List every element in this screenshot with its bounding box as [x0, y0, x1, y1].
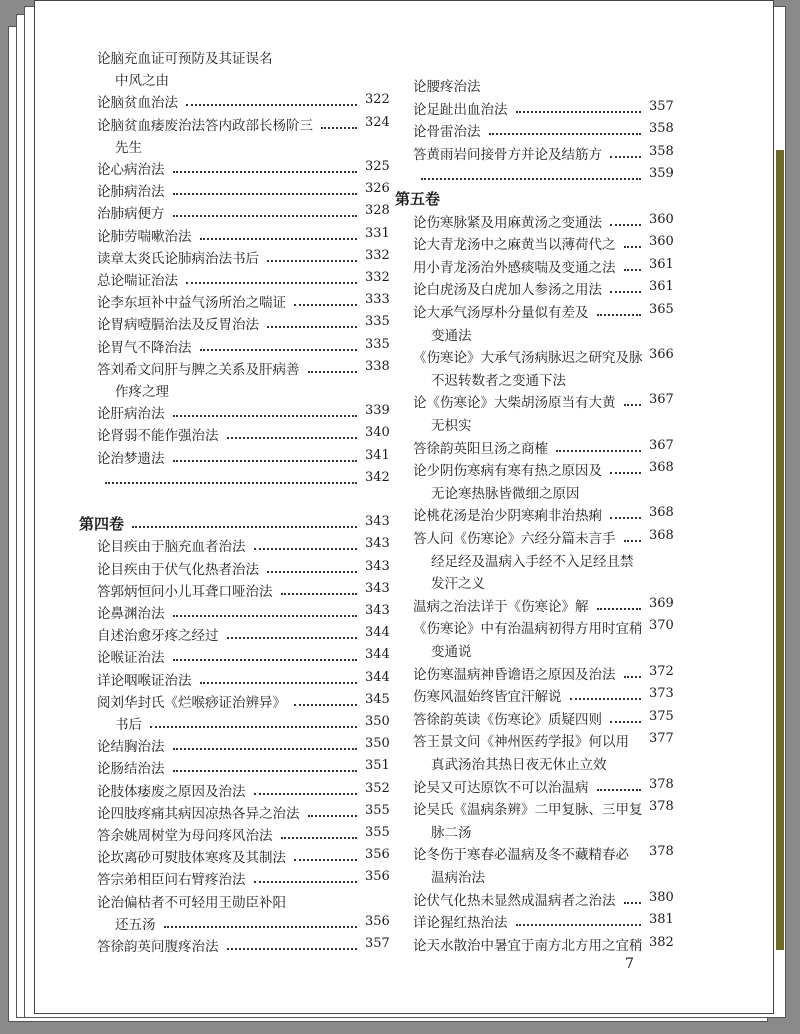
- toc-entry-title: 答黄雨岩问接骨方并论及结筋方: [413, 146, 602, 163]
- dot-leader: [308, 805, 358, 817]
- toc-entry-page: 359: [649, 166, 674, 182]
- dot-leader: [186, 94, 357, 106]
- volume-heading: 第五卷: [395, 190, 441, 208]
- dot-leader: [281, 827, 358, 839]
- toc-entry-page: 357: [365, 936, 390, 951]
- dot-leader: [597, 598, 642, 610]
- toc-entry-page: 350: [365, 714, 390, 729]
- toc-entry-title: 论肺劳喘嗽治法: [97, 228, 192, 245]
- dot-leader: [254, 538, 358, 550]
- toc-entry-page: 381: [649, 912, 674, 928]
- dot-leader: [200, 228, 358, 240]
- toc-entry-title: 论伏气化热未显然成温病者之治法: [413, 892, 616, 909]
- toc-entry-title: 论大承气汤厚朴分量似有差及: [413, 305, 589, 321]
- toc-entry-title: 自述治愈牙疼之经过: [97, 628, 219, 645]
- dot-leader: [173, 450, 358, 462]
- toc-entry-page: 328: [365, 203, 390, 219]
- toc-entry-title: 论《伤寒论》大柴胡汤原当有大黄: [413, 395, 616, 412]
- toc-entry-page: 355: [365, 802, 390, 818]
- dot-leader: [624, 394, 642, 406]
- toc-entry-title: 论目疾由于伏气化热者治法: [97, 561, 259, 578]
- toc-entry: [395, 640, 695, 662]
- toc-entry: [79, 447, 395, 469]
- toc-entry-title: 《伤寒论》中有治温病初得方用时宜稍: [413, 621, 643, 638]
- dot-leader: [624, 259, 642, 271]
- toc-entry: [79, 713, 395, 735]
- toc-entry-page: 360: [649, 211, 674, 227]
- toc-entry-page: 343: [365, 536, 390, 552]
- toc-entry: [395, 414, 695, 436]
- toc-entry-page: 331: [365, 225, 390, 241]
- toc-entry-page: 357: [649, 98, 674, 114]
- toc-entry-page: 341: [365, 447, 390, 463]
- toc-entry-title: 答刘希文问肝与脾之关系及肝病善: [97, 361, 300, 378]
- toc-entry-title: 答王景文问《神州医药学报》何以用: [413, 734, 629, 751]
- olive-edge: [776, 150, 784, 950]
- toc-entry-title: 论肢体痿废之原因及治法: [97, 783, 246, 800]
- toc-entry: [395, 663, 695, 685]
- dot-leader: [186, 272, 357, 284]
- toc-entry: [395, 143, 695, 165]
- toc-entry-page: 367: [649, 437, 674, 453]
- toc-entry-title: 论骨雷治法: [413, 124, 481, 141]
- toc-entry-page: 326: [365, 181, 390, 197]
- toc-entry-page: 377: [649, 731, 674, 747]
- dot-leader: [200, 339, 358, 351]
- toc-entry: [395, 278, 695, 300]
- toc-entry-title: 论肝病治法: [97, 406, 165, 423]
- dot-leader: [132, 516, 357, 528]
- dot-leader: [516, 914, 642, 926]
- toc-entry-title: 答人问《伤寒论》六经分篇未言手: [413, 531, 616, 547]
- book-page: [34, 0, 774, 1014]
- toc-entry: [395, 504, 695, 526]
- toc-entry: [79, 114, 395, 136]
- toc-entry-title: 温病之治法详于《伤寒论》解: [413, 598, 589, 615]
- toc-entry-title: 论足趾出血治法: [413, 101, 508, 118]
- toc-entry-title: 答徐韵英问腹疼治法: [97, 939, 219, 955]
- dot-leader: [267, 316, 357, 328]
- toc-entry-title: 论桃花汤是治少阴寒痢非治热痢: [413, 508, 602, 525]
- dot-leader: [294, 294, 357, 306]
- toc-entry-title: 作疼之理: [115, 384, 169, 400]
- toc-entry: [79, 491, 395, 513]
- toc-entry: [395, 211, 695, 233]
- toc-entry-title: 论吴氏《温病条辨》二甲复脉、三甲复: [413, 802, 643, 819]
- toc-entry-page: 324: [365, 114, 390, 130]
- toc-entry-page: 361: [649, 279, 674, 295]
- toc-entry-title: 真武汤治其热日夜无休止立效: [431, 757, 607, 773]
- toc-entry-title: 变通法: [431, 327, 472, 344]
- toc-entry-page: 335: [365, 314, 390, 330]
- dot-leader: [610, 462, 641, 474]
- dot-leader: [624, 892, 642, 904]
- dot-leader: [597, 304, 642, 316]
- toc-entry-page: 369: [649, 595, 674, 611]
- dot-leader: [267, 561, 357, 573]
- toc-entry: [79, 602, 395, 624]
- toc-entry: [79, 247, 395, 269]
- toc-entry: [395, 753, 695, 775]
- toc-entry-page: 343: [365, 558, 390, 574]
- toc-entry-title: 答宗弟相臣问右臂疼治法: [97, 872, 246, 889]
- toc-entry: [79, 69, 395, 91]
- toc-entry: [395, 617, 695, 639]
- toc-entry-page: 380: [649, 889, 674, 905]
- toc-entry-title: 中风之由: [115, 73, 169, 90]
- toc-entry-page: 356: [365, 869, 390, 885]
- toc-entry-title: 论结胸治法: [97, 739, 165, 756]
- toc-entry: [79, 424, 395, 446]
- toc-entry-title: 答郭炳恒问小儿耳聋口哑治法: [97, 583, 273, 600]
- dot-leader: [597, 779, 642, 791]
- toc-entry-title: 论白虎汤及白虎加人参汤之用法: [413, 282, 602, 299]
- toc-entry-title: 论胃气不降治法: [97, 339, 192, 356]
- toc-entry: [395, 730, 695, 752]
- toc-entry-title: 伤寒风温始终皆宜汗解说: [413, 689, 562, 706]
- toc-entry-page: 372: [649, 663, 674, 679]
- toc-entry: [395, 301, 695, 323]
- dot-leader: [173, 760, 358, 772]
- toc-entry-page: 378: [649, 844, 674, 860]
- toc-entry: [79, 669, 395, 691]
- toc-entry: [79, 868, 395, 890]
- dot-leader: [321, 117, 357, 129]
- toc-entry-title: 读章太炎氏论肺病治法书后: [97, 250, 259, 267]
- toc-entry-title: 论四肢疼痛其病因凉热各异之治法: [97, 805, 300, 822]
- toc-entry-page: 378: [649, 799, 674, 815]
- dot-leader: [624, 530, 642, 542]
- toc-entry-title: 论脑贫血痿废治法答内政部长杨阶三: [97, 117, 313, 134]
- toc-entry-title: 《伤寒论》大承气汤病脉迟之研究及脉: [413, 350, 643, 367]
- toc-entry: [395, 346, 695, 368]
- toc-entry: [79, 291, 395, 313]
- dot-leader: [610, 281, 641, 293]
- dot-leader: [227, 627, 358, 639]
- toc-entry-title: 论冬伤于寒春必温病及冬不藏精春必: [413, 847, 629, 864]
- toc-entry-page: 343: [365, 603, 390, 618]
- toc-entry: [79, 269, 395, 291]
- toc-entry-title: 变通说: [431, 644, 472, 660]
- toc-entry-title: 答徐韵英阳旦汤之商榷: [413, 440, 548, 457]
- toc-entry-title: 论脑充血证可预防及其证误名: [97, 51, 273, 67]
- toc-entry-title: 总论喘证治法: [97, 273, 178, 289]
- toc-entry-title: 论李东垣补中益气汤所治之喘证: [97, 295, 286, 312]
- toc-entry-page: 343: [365, 580, 390, 596]
- toc-entry-page: 344: [365, 669, 390, 685]
- toc-entry-page: 355: [365, 825, 390, 840]
- toc-entry-page: 333: [365, 292, 390, 308]
- toc-entry: [79, 802, 395, 824]
- toc-entry-page: 340: [365, 425, 390, 441]
- toc-entry-title: 论治偏枯者不可轻用王勋臣补阳: [97, 894, 286, 911]
- toc-entry-title: 阅刘华封氏《烂喉痧证治辨异》: [97, 694, 286, 711]
- toc-entry: [395, 934, 695, 956]
- toc-entry-title: 治肺病便方: [97, 206, 165, 223]
- toc-entry-page: 344: [365, 647, 390, 663]
- toc-entry-title: 发汗之义: [431, 576, 485, 593]
- toc-entry: [79, 935, 395, 957]
- toc-entry: [79, 380, 395, 402]
- toc-entry: [395, 798, 695, 820]
- toc-entry: [79, 402, 395, 424]
- page-number: 7: [625, 956, 634, 972]
- toc-entry-page: 344: [365, 625, 390, 641]
- toc-entry-page: 356: [365, 913, 390, 929]
- toc-entry: [395, 843, 695, 865]
- toc-entry-page: 368: [649, 505, 674, 521]
- dot-leader: [624, 666, 642, 678]
- toc-entry: [79, 580, 395, 602]
- toc-entry-page: 368: [649, 528, 674, 543]
- dot-leader: [173, 205, 358, 217]
- toc-entry: [79, 469, 395, 491]
- toc-entry-title: 论胃病噎膈治法及反胃治法: [97, 317, 259, 334]
- toc-entry-page: 335: [365, 336, 390, 352]
- toc-entry-page: 332: [365, 247, 390, 263]
- dot-leader: [570, 688, 642, 700]
- toc-entry: [395, 889, 695, 911]
- toc-entry-title: 用小青龙汤治外感痰喘及变通之法: [413, 259, 616, 276]
- dot-leader: [227, 938, 358, 950]
- dot-leader: [254, 783, 358, 795]
- dot-leader: [294, 849, 357, 861]
- toc-entry: [395, 821, 695, 843]
- toc-entry: [395, 256, 695, 278]
- toc-entry: [79, 846, 395, 868]
- toc-entry-page: 360: [649, 234, 674, 250]
- toc-entry-title: 论肠结治法: [97, 761, 165, 778]
- toc-entry-title: 论伤寒脉紧及用麻黄汤之变通法: [413, 214, 602, 231]
- toc-entry-title: 答徐韵英读《伤寒论》质疑四则: [413, 711, 602, 728]
- toc-entry: [79, 202, 395, 224]
- toc-entry-page: 358: [649, 121, 674, 137]
- toc-entry: [395, 911, 695, 933]
- toc-entry: [395, 369, 695, 391]
- dot-leader: [173, 649, 358, 661]
- dot-leader: [227, 427, 358, 439]
- toc-entry-title: 论少阴伤寒病有寒有热之原因及: [413, 463, 602, 480]
- toc-entry: [395, 165, 695, 187]
- toc-entry-page: 358: [649, 143, 674, 159]
- dot-leader: [254, 871, 358, 883]
- dot-leader: [173, 183, 358, 195]
- volume-heading: 第四卷: [79, 515, 125, 534]
- toc-entry: [79, 47, 395, 69]
- toc-entry: [79, 558, 395, 580]
- toc-entry: [79, 735, 395, 757]
- toc-entry: [79, 913, 395, 935]
- toc-entry-title: 脉二汤: [431, 824, 472, 841]
- toc-entry: [395, 75, 695, 97]
- toc-entry-title: 无论寒热脉皆微细之原因: [431, 485, 580, 502]
- dot-leader: [421, 168, 641, 180]
- toc-entry-title: 论脑贫血治法: [97, 95, 178, 112]
- toc-entry-title: 先生: [115, 139, 142, 156]
- toc-entry-title: 详论猩红热治法: [413, 915, 508, 932]
- toc-entry: [79, 624, 395, 646]
- dot-leader: [200, 672, 358, 684]
- toc-entry: [79, 757, 395, 779]
- toc-entry-title: 论心病治法: [97, 162, 165, 178]
- dot-leader: [516, 101, 642, 113]
- toc-entry-title: 详论咽喉证治法: [97, 672, 192, 689]
- dot-leader: [294, 694, 357, 706]
- toc-entry-title: 论腰疼治法: [413, 79, 481, 95]
- toc-entry: [395, 708, 695, 730]
- toc-entry-title: 论鼻渊治法: [97, 606, 165, 622]
- toc-entry: [79, 313, 395, 335]
- toc-entry-title: 论治梦遗法: [97, 450, 165, 467]
- dot-leader: [610, 507, 641, 519]
- toc-entry-title: 论肾弱不能作强治法: [97, 428, 219, 445]
- toc-entry-page: 338: [365, 358, 390, 374]
- dot-leader: [308, 361, 358, 373]
- toc-entry: [395, 866, 695, 888]
- toc-entry-page: 352: [365, 780, 390, 796]
- toc-entry: [395, 324, 695, 346]
- toc-entry-title: 论肺病治法: [97, 184, 165, 201]
- dot-leader: [489, 123, 642, 135]
- toc-entry-page: 370: [649, 618, 674, 634]
- toc-entry: [79, 225, 395, 247]
- toc-entry: [395, 482, 695, 504]
- toc-entry: [395, 595, 695, 617]
- toc-entry-title: 论目疾由于脑充血者治法: [97, 539, 246, 556]
- toc-entry-title: 温病治法: [431, 870, 485, 886]
- dot-leader: [267, 250, 357, 262]
- toc-entry-page: 343: [365, 514, 390, 530]
- toc-entry-page: 382: [649, 934, 674, 950]
- toc-entry: [395, 572, 695, 594]
- toc-entry-title: 答余姚周树堂为母问疼风治法: [97, 828, 273, 844]
- toc-entry: [395, 685, 695, 707]
- toc-entry-page: 342: [365, 469, 390, 485]
- toc-entry: [395, 188, 695, 210]
- toc-entry: [395, 776, 695, 798]
- toc-entry-title: 论喉证治法: [97, 650, 165, 667]
- dot-leader: [610, 214, 641, 226]
- toc-entry-title: 论大青龙汤中之麻黄当以薄荷代之: [413, 237, 616, 254]
- toc-entry: [395, 391, 695, 413]
- toc-entry-title: 不迟转数者之变通下法: [431, 372, 566, 389]
- toc-entry-page: 351: [365, 758, 390, 774]
- dot-leader: [173, 161, 358, 173]
- toc-entry-page: 322: [365, 92, 390, 108]
- toc-entry: [395, 550, 695, 572]
- toc-entry: [79, 91, 395, 113]
- toc-entry-title: 还五汤: [115, 916, 156, 933]
- toc-entry-title: 经足经及温病入手经不入足经且禁: [431, 553, 634, 570]
- toc-entry-page: 373: [649, 686, 674, 702]
- toc-entry: [395, 527, 695, 549]
- toc-entry: [395, 98, 695, 120]
- toc-entry-title: 论吴又可达原饮不可以治温病: [413, 779, 589, 796]
- toc-entry-page: 378: [649, 776, 674, 792]
- toc-entry-page: 368: [649, 460, 674, 476]
- toc-entry: [395, 459, 695, 481]
- toc-entry-page: 356: [365, 847, 390, 863]
- toc-entry-page: 345: [365, 691, 390, 707]
- toc-entry-page: 332: [365, 270, 390, 285]
- dot-leader: [624, 236, 642, 248]
- toc-entry: [79, 824, 395, 846]
- dot-leader: [173, 605, 358, 617]
- toc-entry: [79, 358, 395, 380]
- toc-entry-page: 325: [365, 159, 390, 174]
- toc-entry: [79, 780, 395, 802]
- toc-entry: [395, 233, 695, 255]
- dot-leader: [281, 583, 358, 595]
- toc-entry-page: 375: [649, 708, 674, 724]
- toc-entry-page: 350: [365, 736, 390, 752]
- dot-leader: [173, 738, 358, 750]
- dot-leader: [610, 711, 641, 723]
- toc-entry-title: 论坎离砂可熨肢体寒疼及其制法: [97, 850, 286, 867]
- toc-entry: [79, 158, 395, 180]
- toc-entry-title: 无枳实: [431, 418, 472, 434]
- toc-entry: [79, 691, 395, 713]
- dot-leader: [150, 716, 357, 728]
- toc-entry-page: 339: [365, 403, 390, 419]
- dot-leader: [164, 916, 358, 928]
- toc-entry: [79, 336, 395, 358]
- dot-leader: [173, 405, 358, 417]
- toc-entry: [79, 513, 395, 535]
- dot-leader: [610, 146, 641, 158]
- toc-entry: [395, 437, 695, 459]
- dot-leader: [105, 472, 357, 484]
- toc-entry: [79, 646, 395, 668]
- toc-entry-title: 论天水散治中暑宜于南方北方用之宜稍: [413, 937, 643, 954]
- toc-entry-page: 365: [649, 302, 674, 317]
- toc-entry: [79, 891, 395, 913]
- toc-entry: [395, 120, 695, 142]
- toc-entry: [79, 180, 395, 202]
- dot-leader: [556, 440, 641, 452]
- toc-entry: [79, 136, 395, 158]
- toc-entry-page: 366: [649, 347, 674, 363]
- toc-entry-page: 361: [649, 256, 674, 272]
- toc-entry-page: 367: [649, 392, 674, 408]
- toc-entry: [79, 535, 395, 557]
- toc-entry-title: 论伤寒温病神昏谵语之原因及治法: [413, 666, 616, 683]
- toc-entry-title: 书后: [115, 717, 142, 733]
